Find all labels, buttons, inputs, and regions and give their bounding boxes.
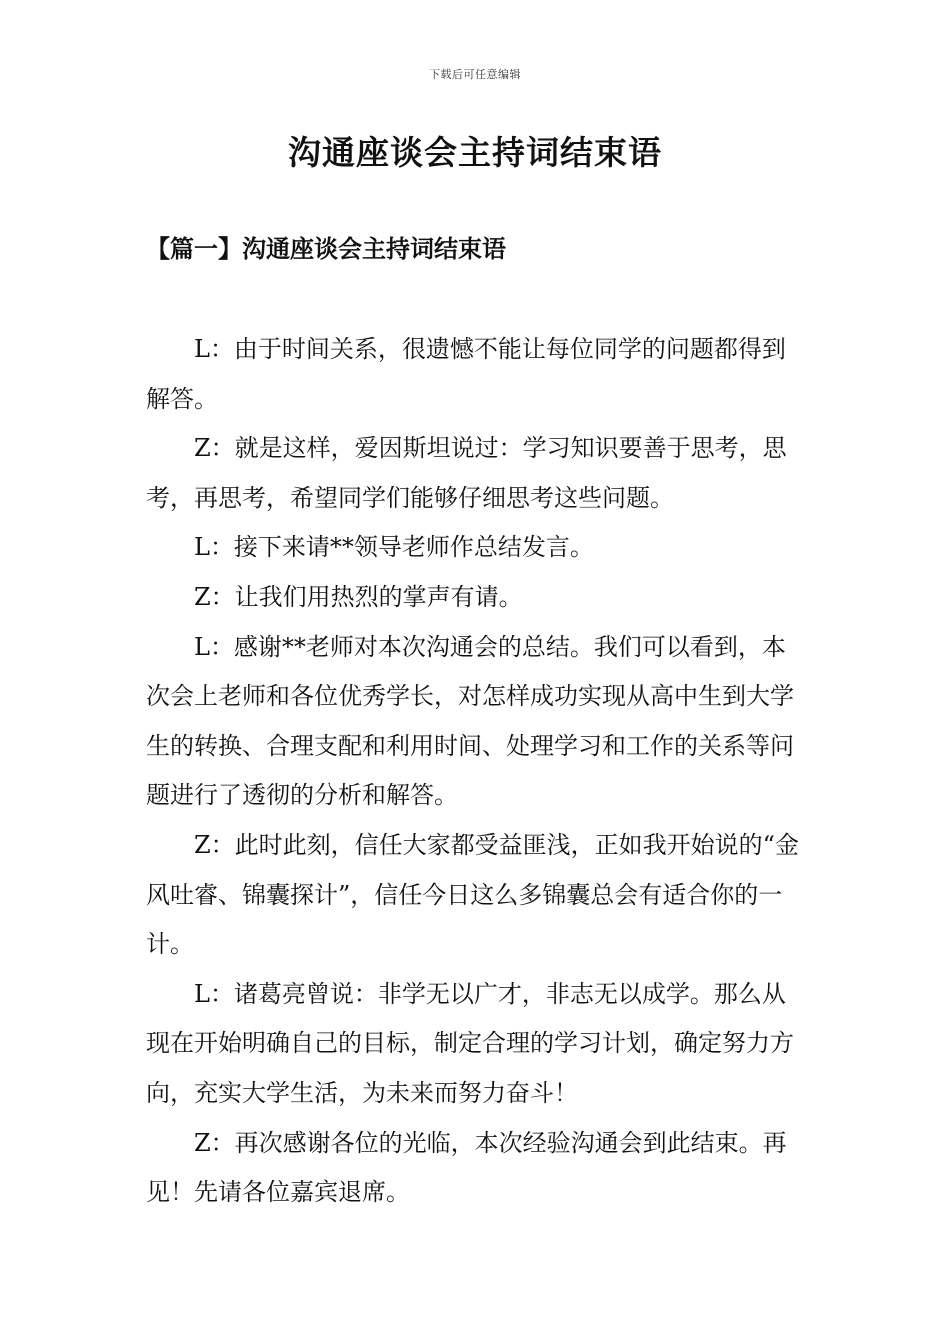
document-body: [146, 325, 808, 1218]
paragraph: L：接下来请**领导老师作总结发言。: [194, 533, 594, 562]
paragraph: Z：此时此刻，信任大家都受益匪浅，正如我开始说的“金风吐睿、锦囊探计”，信任今日这么多锦囊总会有适合你的一计。: [146, 830, 799, 959]
paragraph: Z：就是这样，爱因斯坦说过：学习知识要善于思考，思考，再思考，希望同学们能够仔细思考这些问题。: [146, 434, 787, 512]
page-title: 沟通座谈会主持词结束语: [288, 133, 662, 172]
paragraph: L：由于时间关系，很遗憾不能让每位同学的问题都得到解答。: [146, 335, 786, 413]
section-heading: 【篇一】沟通座谈会主持词结束语: [146, 234, 506, 263]
header-note: 下载后可任意编辑: [429, 68, 521, 81]
paragraph: Z：让我们用热烈的掌声有请。: [194, 582, 523, 611]
paragraph: L：感谢**老师对本次沟通会的总结。我们可以看到，本次会上老师和各位优秀学长，对怎样成功实现从高中生到大学生的转换、合理支配和利用时间、处理学习和工作的关系等问题进行了透彻的分析和解答。: [146, 632, 794, 810]
paragraph: Z：再次感谢各位的光临，本次经验沟通会到此结束。再见！先请各位嘉宾退席。: [146, 1128, 787, 1207]
paragraph: L：诸葛亮曾说：非学无以广才，非志无以成学。那么从现在开始明确自己的目标，制定合理的学习计划，确定努力方向，充实大学生活，为未来而努力奋斗！: [146, 979, 794, 1107]
